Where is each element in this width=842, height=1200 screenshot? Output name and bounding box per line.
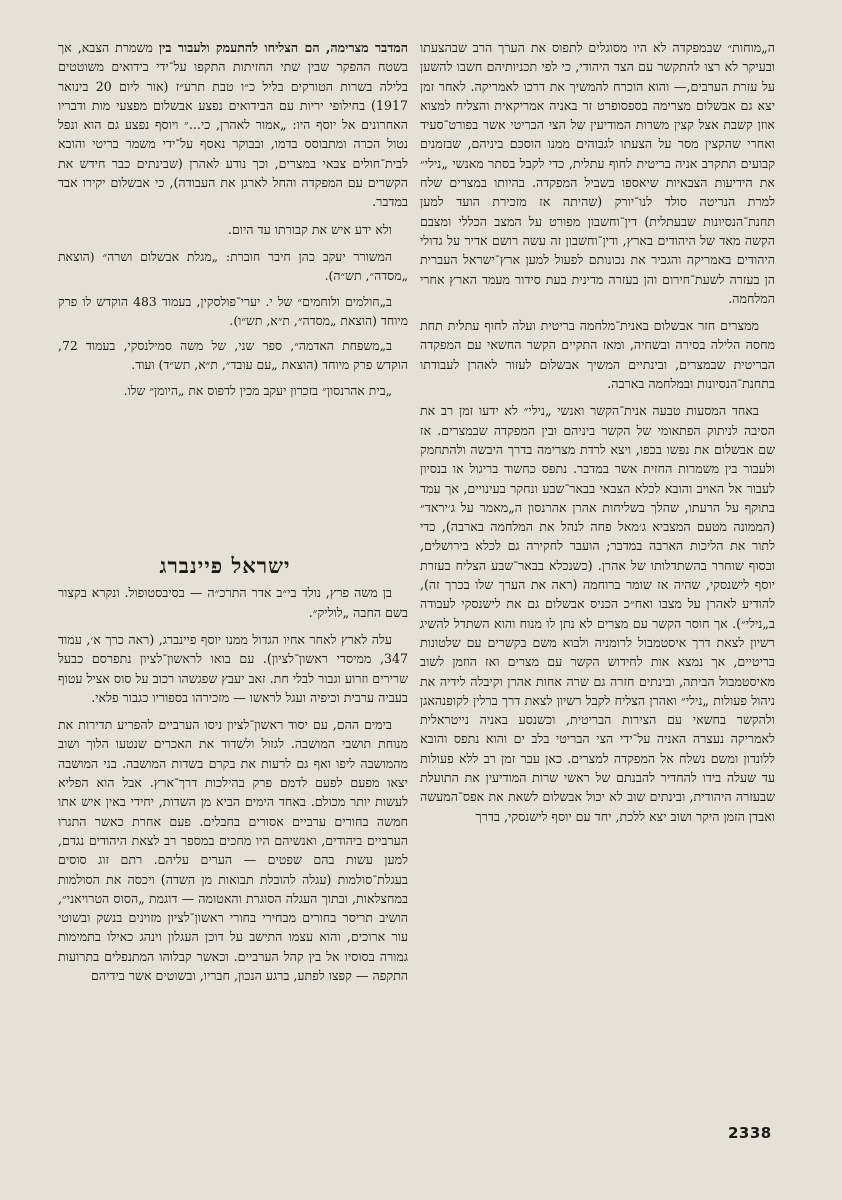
bibliography-note: „בית אהרנסון״ בזכרון יעקב מכין לדפוס את „היומן״ שלו.	[123, 382, 392, 398]
page-number: 2338	[728, 1124, 772, 1142]
bibliography-note: ב„חולמים ולוחמים״ של י. יערי־פולסקין, בעמוד 483 הוקדש לו פרק מיוחד (הוצאת „מסדה״, ת״א, תש״ו).	[58, 293, 408, 328]
entry-paragraph: בן משה פרץ, נולד בי״ב אדר התרכ״ה — בסיבסטופול. ונקרא בקצור בשם החבה „לוליק״.	[58, 585, 408, 620]
bibliography-note: המשורר יעקב כהן חיבר חוברת: „מגלת אבשלום ושרה״ (הוצאת „מסדה״, תש״ה).	[58, 248, 408, 284]
section-spacer	[58, 406, 408, 556]
body-paragraph: באחד המסעות טבעה אנית־הקשר ואנשי „נילי״ לא ידעו זמן רב את הסיבה לניתוק הפתאומי של הקשר ביניהם ובין המפקדה שבמצרים. אז שם אבשלום את נפשו בכפו, ויצא לרדת מצרימה בדרך היבשה ולהתחמק ולעבור בין משמרות החזית אשר במדבר. נתפס כחשוד בריגול או בנסיון לעבור אל האויב והובא לכלא הצבאי בבאר־שבע ונחקר בעינויים, אך עמד בתוקף על הרעתו, שהלך בשליחות אהרן אהרנסון ה„מאמר על ג׳יראד״ (הממונה מטעם המצביא ג׳מאל פחה לנהל את המלחמה בארבה), כדי לתור את הליכות הארבה במדבר; הועבר לחקירה גם לכלא בירושלים, ובסוף שוחרר בהשתדלותו של אהרן. (כשנכלא בבאר־שבע הצליח בעזרת יוסף לישנסקי, שהיה אז שומר ברוחמה (ראה את הערך שלו בכרך זה), להודיע לאהרן על מצבו ואח״כ הכניס אבשלום גם את לישנסקי לעבודה ב„נילי״). אך חוסר הקשר עם מצרים לא נתן לו מנוח והוא השתדל להשיג רשיון לצאת דרך איסטמבול לרומניה ולבוא משם בקשרים עם שלטונות בריטיים, אך נמצא אות לחידוש הקשר עם מצרים ואז הוזמן לשוב מאיסטמבול הביתה, ובינתים חזרה גם שרה אחות אהרן וקיבלה לידיה את ניהול פעולות „נילי״ ואהרן הצליח לקבל רשיון לצאת דרך ברלין לקופנהאגן ולהקשר בחשאי עם הצירות הבריטית, וכשנסע באניה נייטראלית לאמריקה נעצרה האניה על־ידי הצי הבריטי בלב ים והוא נתפס והובא ללונדון ומשם נשלח אל המפקדה למצרים. כאן עבר זמן רב ללא פעולות עד שעלה בידו להחדיר להבנתם של ראשי שרות המודיעין את התועלת שבעזרה היהודית, ובינתים שוב לא יכול אבשלום לשאת את אפס־המעשה ואבדן הזמן היקר ושוב יצא ללכת, יחד עם יוסף לישנסקי, בדרך	[420, 403, 776, 824]
body-paragraph: ולא ידע איש את קבורתו עד היום.	[227, 221, 392, 237]
continuation-lead: המדבר מצרימה, הם הצליחו להתעמק ולעבור בין	[158, 40, 408, 55]
continuation-text: משמרת הצבא, אך בשטח ההפקר שבין שתי החזיתות התקפו על־ידי בידואים משוטטים בלילה בשרות הטורקים בליל כ״ו טבת תרע״ז (אור ליום 20 בינואר 1917) בחילופי יריות עם הבידואים נפצע אבשלום מפצעי מות ודבריו האחרונים אל יוסף היו: „אמור לאהרן, כי...״ ויוסף נפצע גם הוא ונפל נטול הכרה ומתבוסס בדמו, ובבוקר נאסף על־ידי משמר בריטי והובא לבית־חולים צבאי במצרים, וכך נודע לאהרן (שבינתים כבר חידש את הקשרים עם המפקדה והחל לארגן את העבודה), כי אבשלום יקירו אבד במדבר.	[58, 40, 408, 210]
bibliography-note: ב„משפחת האדמה״, ספר שני, של משה סמילנסקי, בעמוד 72, הוקדש פרק מיוחד (הוצאת „עם עובד״, ת״א, תש״ד) ועוד.	[58, 338, 408, 373]
entry-heading: ישראל פיינברג	[159, 553, 291, 579]
body-paragraph: ממצרים חזר אבשלום באנית־מלחמה בריטית ועלה לחוף עתלית תחת מחסה הלילה בסירה ובשחיה, ומאז התקיים הקשר החשאי עם המפקדה הבריטית שבמצרים, ובינתיים המשיך אבשלום לעזור לאהרן לעבודתו בתחנת־הנסיונות ובמלחמה בארבה.	[420, 318, 775, 392]
entry-paragraph: בימים ההם, עם יסוד ראשון־לציון ניסו הערביים להפריע תדירות את מנוחת תושבי המושבה. לגזול ולשדוד את האכרים שנטעו הלוך ושוב מהמושבה ליפו ואף גם לרעות את בקרם בשדות המושבה. בני המושבה יצאו מפעם לפעם לדמם פרק בהילכות דרך־ארץ. אבל הוא הפליא לעשות יותר מכולם. באחד הימים הביא מן השדות, יחידי באין איש אתו חמשה בחורים ערביים אסורים בחבלים. פעם אחרת כאשר התגרו הערביים ביהודים, ואנשיהם היו מחכים במספר רב לצאת היהודים נגדם, למען עשות בהם שפטים — הערים עליהם. רתם זוג סוסים בעגלת־סולמות (עגלה להובלת תבואות מן השדה) ויכסה את הסולמות במחצלאות, ובתוך העגלה הסוגרת והאטומה — דוגמת „הסוס הטרויאני״, הושיב תריסר בחורים מבחירי בחורי ראשון־לציון מזוינים בנשק ובשוטי עור ארוכים, והוא עצמו התישב על דוכן העגלון וינהג כאילו בתמימות גמורה בסוסיו אל בין קהל הערביים. וכאשר קבלוהו המתנפלים בתרועות התקפה — קפצו לפתע, ברגע הנכון, חבריו, ובשוטים אשר בידיהם	[58, 717, 408, 983]
left-text-column	[58, 38, 408, 993]
entry-paragraph: עלה לארץ לאחר אחיו הגדול ממנו יוסף פיינברג, (ראה כרך א׳, עמוד 347, ממיסדי ראשון־לציון). עם בואו לראשון־לציון נתפרסם כבעל שרירים וזרוע וגבור לבלי חת. זאב יעבץ שפגשהו רכוב על סוס אציל עטוף בעביה ערבית וכיפיה ועגל לראשו — מזכירהו בספוריו כגבור פלאי.	[58, 631, 408, 705]
body-paragraph: ה„מוחות״ שבמפקדה לא היו מסוגלים לתפוס את הערך הרב שבהצעתו ובעיקר לא רצו להתקשר עם הצד היהודי, כי לפי תכניותיהם חשבו להשען על עזרת הערבים,— והוא הוכרח להמשיך את דרכו לאמריקה. לאחר זמן יצא גם אבשלום מצרימה בספסופרט זר באניה אמריקאית והצליח למצוא אוזן קשבת אצל קצין משרות המודיעין של הצי הבריטי אשר בפורט־סעיד ואחרי שהקצין מסר על הצעתו לגבוהים ממנו הוסכם ביניהם, שבזמנים קבועים תתקרב אניה בריטית לחוף עתלית, כדי לקבל בסתר מאנשי „נילי״ את הידיעות הצבאיות שיאספו בשביל המפקדה. בהיותו במצרים שלח למרת הנריטה סולד לנו־יורק (שהיתה אז מזכירת הועד למען תחנת־הנסיונות שבעתלית) דין־וחשבון מפורט על המצב הכללי ומצבם הקשה מאד של היהודים בארץ, ודין־וחשבון זה עשה רושם אדיר על גדולי היהודים באמריקה והגביר את נכונותם לפעול למען ארץ־ישראל העברית הן בעזרה לשעת־חירום והן בעזרה מדינית בעת סידור מעמד הארץ אחרי המלחמה.	[420, 40, 775, 306]
right-text-column	[420, 38, 775, 834]
continuation-paragraph	[58, 38, 408, 212]
